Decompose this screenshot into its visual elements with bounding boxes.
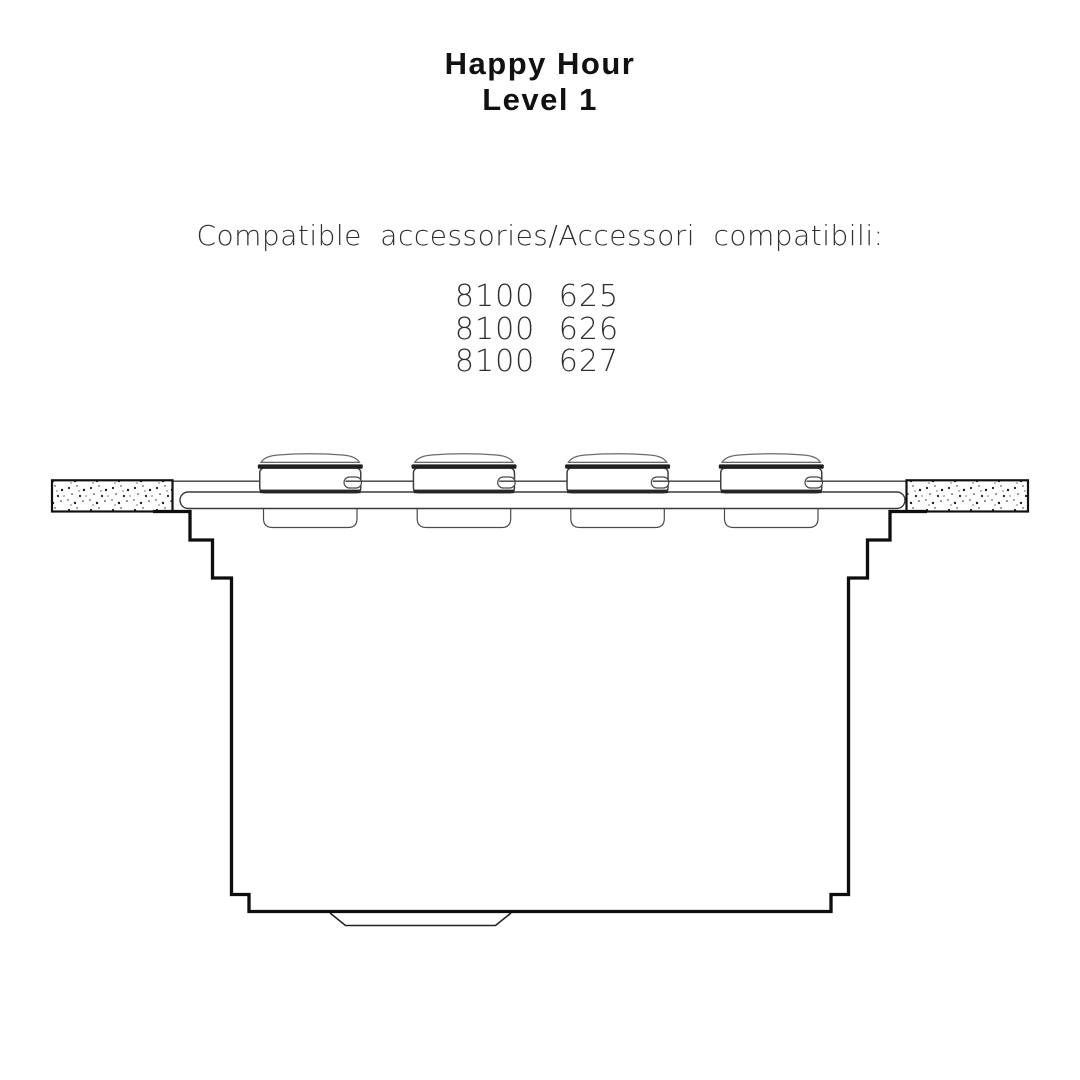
accessory-rail [180, 492, 905, 509]
title-line-1: Happy Hour [444, 46, 636, 81]
accessory-code: 8100 626 [454, 311, 620, 347]
canister-1 [258, 454, 363, 493]
canister-2 [412, 454, 517, 493]
accessory-code: 8100 625 [454, 279, 620, 314]
compatible-accessories-heading: Compatible accessories/Accessori compatibili: [196, 219, 884, 252]
canister-4 [719, 454, 824, 493]
sink-profile [153, 512, 927, 912]
drain-recess [330, 913, 511, 926]
countertop-left [52, 480, 173, 511]
title-line-2: Level 1 [482, 82, 598, 117]
countertop-right [907, 480, 1029, 511]
canister-3 [565, 454, 670, 493]
accessory-code: 8100 627 [454, 344, 620, 379]
